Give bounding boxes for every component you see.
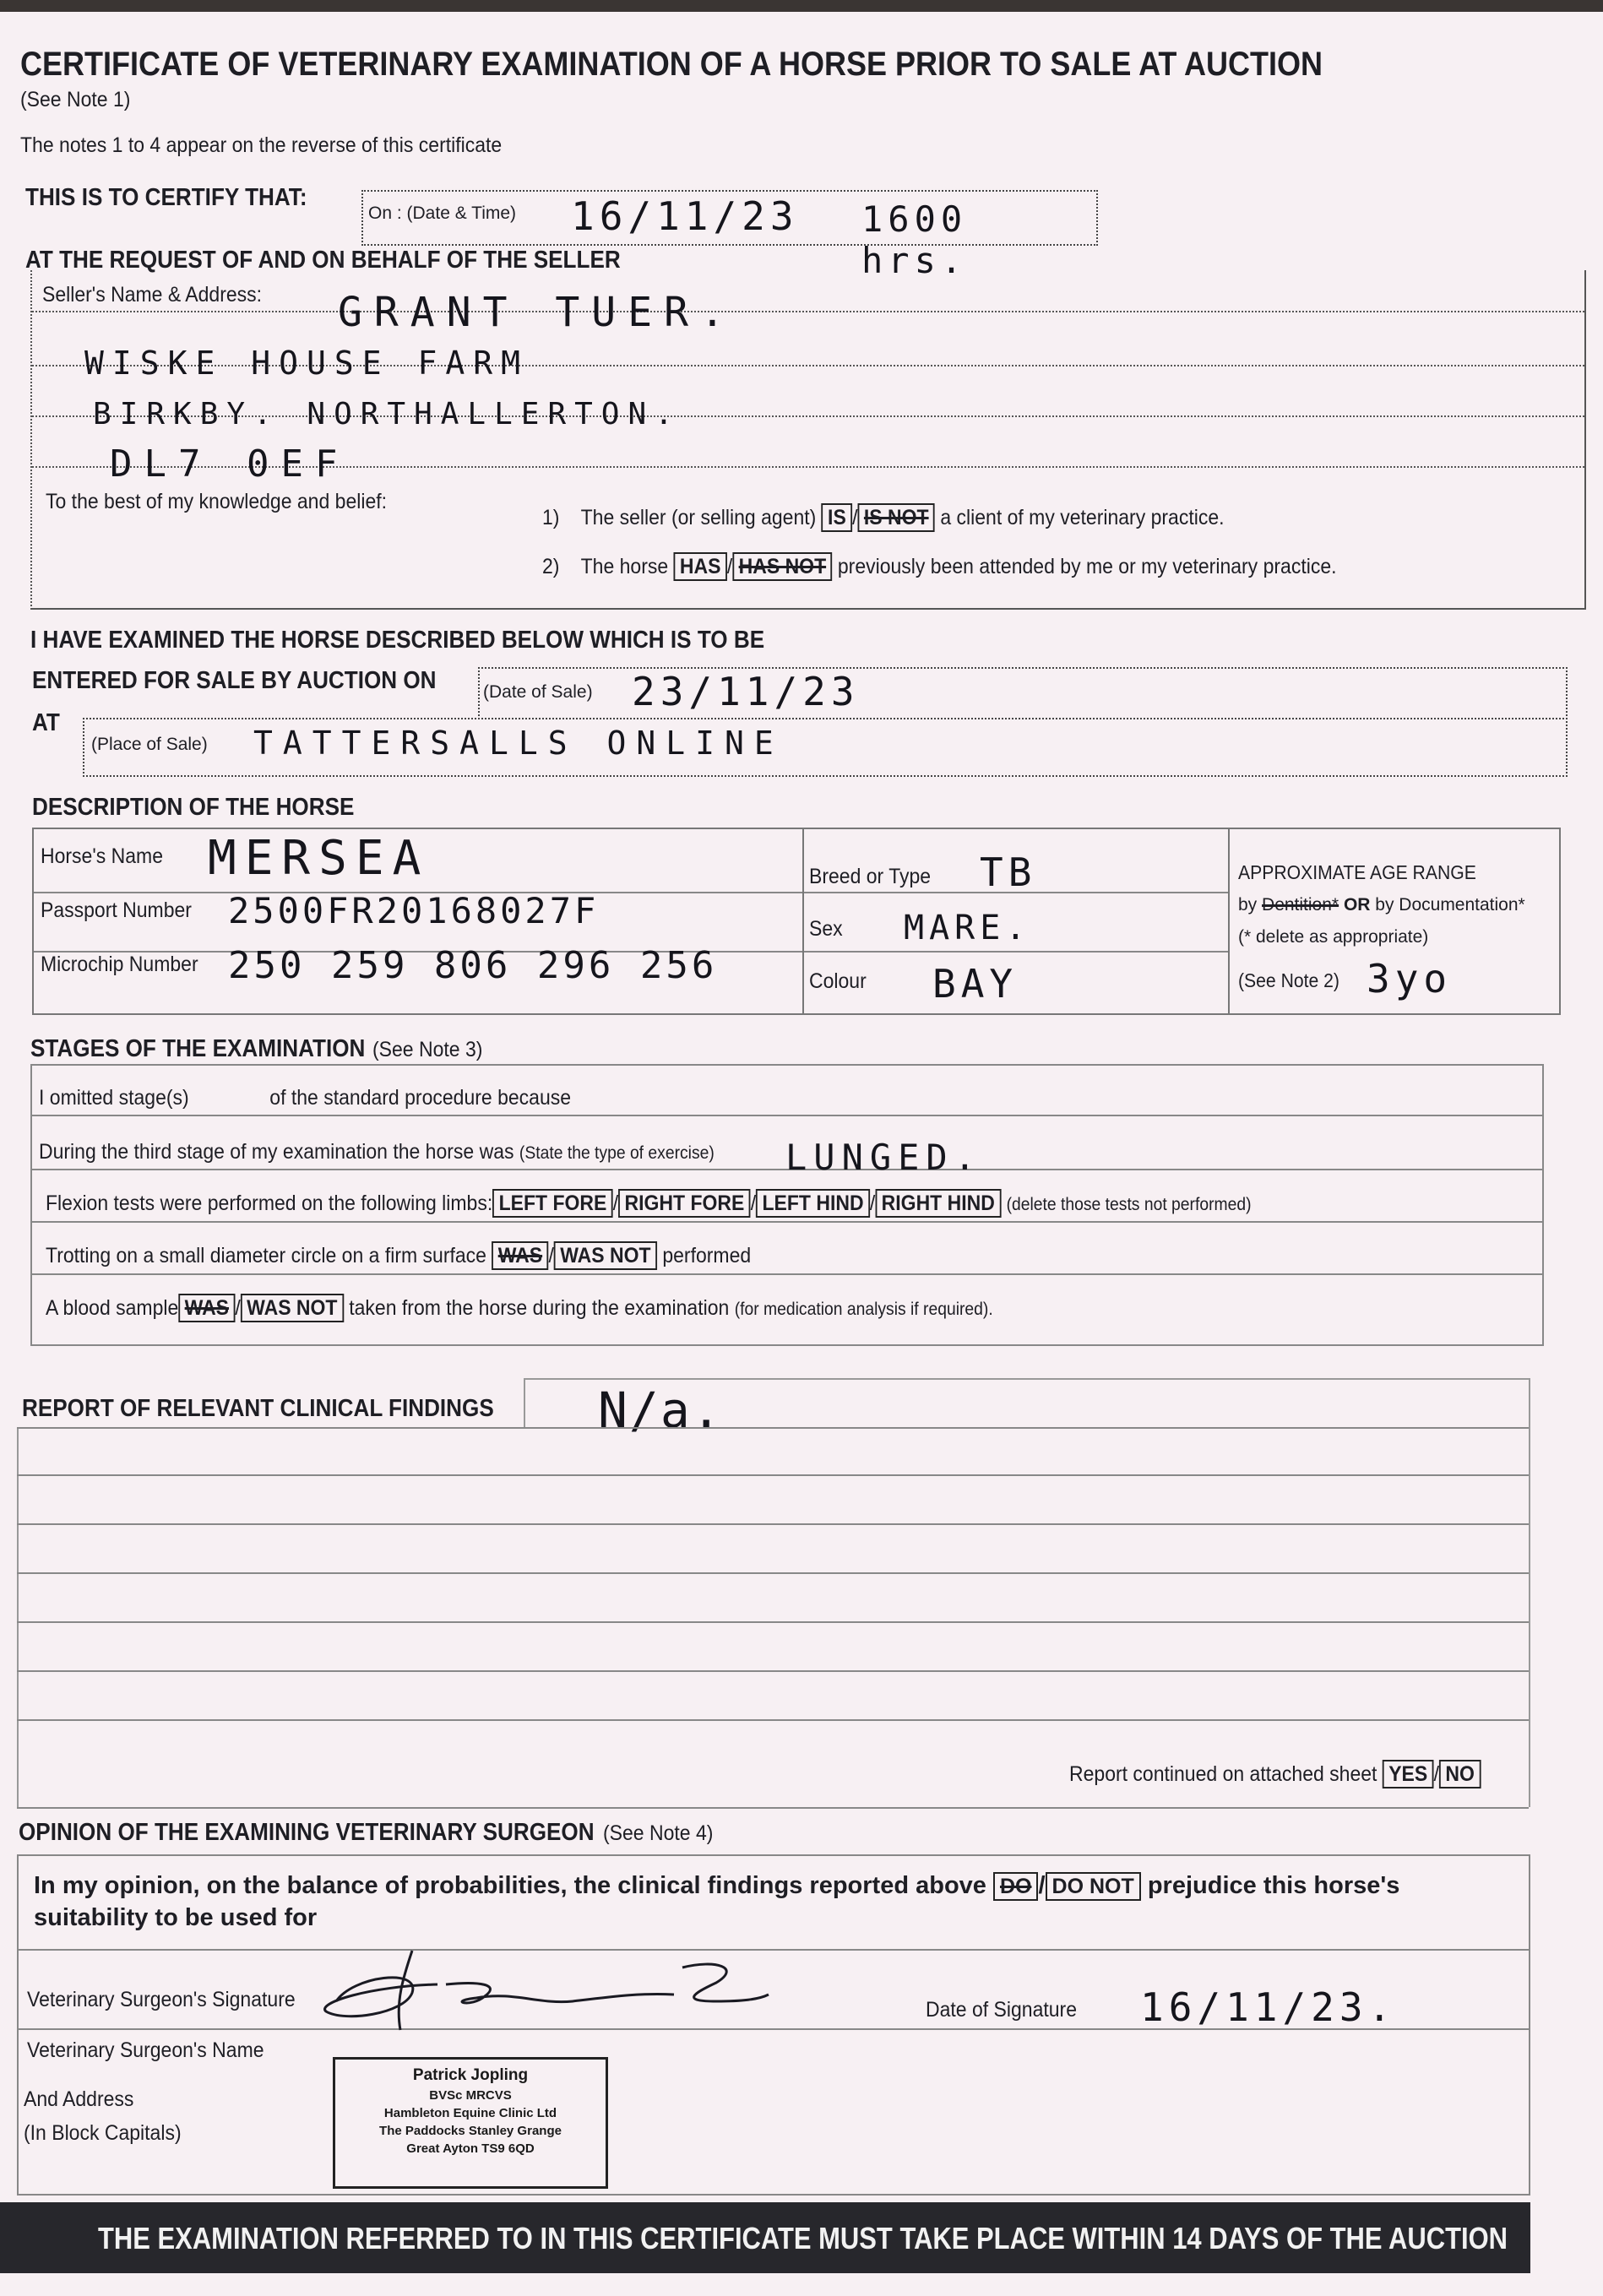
breed[interactable]: TB [980, 849, 1037, 895]
age-method [1238, 895, 1525, 915]
opinion-statement [34, 1870, 1486, 1934]
place-of-sale: TATTERSALLS ONLINE [253, 725, 784, 762]
horse-name-label: Horse's Name [41, 844, 163, 868]
blood-note: (for medication analysis if required). [734, 1300, 993, 1319]
stamp-line: Patrick Jopling [412, 2066, 529, 2084]
flexion-note: (delete those tests not performed) [1006, 1195, 1252, 1214]
blood-was-option[interactable]: WAS [178, 1294, 235, 1322]
photo-top-edge [0, 0, 1603, 12]
blood-label: A blood sample [46, 1296, 179, 1320]
exam-datetime-box[interactable] [361, 190, 1098, 281]
sex[interactable]: MARE. [904, 909, 1031, 947]
seller-name[interactable]: GRANT TUER. [338, 289, 736, 336]
attended-has-not-option[interactable]: HAS NOT [732, 552, 832, 581]
item-2-number: 2) [542, 555, 560, 578]
separator: / [750, 1191, 757, 1215]
flexion-right-hind[interactable]: RIGHT HIND [875, 1189, 1001, 1218]
vet-stamp [333, 2057, 608, 2189]
flexion-label: Flexion tests were performed on the following limbs: [46, 1191, 493, 1215]
item-1-post: a client of my veterinary practice. [940, 506, 1225, 529]
age-value[interactable]: 3yo [1367, 956, 1453, 1001]
stages-heading [30, 1035, 492, 1063]
entered-label: ENTERED FOR SALE BY AUCTION ON [32, 667, 437, 694]
seller-address-line-3[interactable]: DL7 0EF [110, 442, 350, 486]
seller-address-line-1[interactable]: WISKE HOUSE FARM [84, 345, 530, 382]
date-of-sale-box[interactable] [478, 667, 1568, 719]
notes-line: The notes 1 to 4 appear on the reverse of this certificate [20, 133, 503, 157]
vet-address-label: And Address [24, 2087, 134, 2111]
continued-label: Report continued on attached sheet [1069, 1762, 1377, 1786]
separator: / [869, 1191, 876, 1215]
third-stage-note: (State the type of exercise) [519, 1143, 715, 1163]
opinion-do-not-option[interactable]: DO NOT [1046, 1872, 1141, 1901]
footer-text: THE EXAMINATION REFERRED TO IN THIS CERTIFICATE MUST TAKE PLACE WITHIN 14 DAYS OF THE AUCTION [98, 2221, 1508, 2255]
signature-stroke [325, 1951, 769, 2030]
opinion-text-pre: In my opinion, on the balance of probabilities, the clinical findings reported above [34, 1872, 986, 1899]
client-is-not-option[interactable]: IS NOT [858, 503, 935, 532]
signature-label: Veterinary Surgeon's Signature [27, 1988, 296, 2011]
omitted-post: of the standard procedure because [269, 1086, 572, 1110]
trot-was-option[interactable]: WAS [492, 1241, 548, 1270]
horse-name[interactable]: MERSEA [208, 831, 430, 886]
age-or: OR [1343, 895, 1371, 915]
passport-number[interactable]: 2500FR20168027F [228, 890, 600, 931]
colour-label: Colour [809, 969, 867, 993]
age-title: APPROXIMATE AGE RANGE [1238, 861, 1476, 883]
item-1-number: 1) [542, 506, 560, 529]
stamp-line: Great Ayton TS9 6QD [406, 2141, 535, 2156]
at-label: AT [32, 709, 60, 736]
stamp-line: BVSc MRCVS [429, 2088, 512, 2103]
report-continued-row [1069, 1760, 1481, 1788]
omitted-stage-row [39, 1086, 571, 1110]
footer-bar [0, 2202, 1530, 2273]
blood-row [46, 1294, 993, 1322]
passport-label: Passport Number [41, 898, 192, 922]
place-of-sale-box[interactable] [83, 718, 1568, 777]
flexion-left-fore[interactable]: LEFT FORE [492, 1189, 612, 1218]
findings-box[interactable] [17, 1378, 1529, 1807]
knowledge-item-2 [542, 552, 1336, 581]
opinion-text-post: prejudice this horse's suitability to be used for [34, 1872, 1400, 1931]
continued-no-option[interactable]: NO [1439, 1760, 1481, 1788]
item-1-pre: The seller (or selling agent) [580, 506, 817, 529]
age-documentation-option[interactable]: by Documentation* [1375, 895, 1525, 915]
item-2-pre: The horse [580, 555, 669, 578]
omitted-pre: I omitted stage(s) [39, 1086, 189, 1110]
stamp-line: Hambleton Equine Clinic Ltd [383, 2106, 557, 2120]
vet-name-label: Veterinary Surgeon's Name [27, 2038, 264, 2062]
findings-heading: REPORT OF RELEVANT CLINICAL FINDINGS [22, 1395, 494, 1422]
flexion-row [46, 1189, 1252, 1218]
trotting-row [46, 1241, 751, 1270]
place-of-sale-label: (Place of Sale) [91, 735, 208, 754]
attended-has-option[interactable]: HAS [674, 552, 727, 581]
stages-heading-text: STAGES OF THE EXAMINATION [30, 1035, 366, 1062]
findings-value[interactable]: N/a. [598, 1381, 723, 1439]
opinion-heading-text: OPINION OF THE EXAMINING VETERINARY SURGEON [19, 1819, 595, 1846]
date-of-signature[interactable]: 16/11/23. [1140, 1984, 1397, 2030]
separator: / [726, 555, 733, 578]
age-by: by [1238, 895, 1258, 915]
item-2-post: previously been attended by me or my veterinary practice. [837, 555, 1337, 578]
blood-post: taken from the horse during the examination [349, 1296, 730, 1320]
microchip-number[interactable]: 250 259 806 296 256 [228, 944, 718, 987]
stages-see-note-3: (See Note 3) [372, 1038, 483, 1061]
date-of-signature-label: Date of Signature [926, 1998, 1078, 2022]
opinion-do-option[interactable]: DO [993, 1872, 1039, 1901]
trot-was-not-option[interactable]: WAS NOT [554, 1241, 657, 1270]
age-dentition-option[interactable]: Dentition* [1262, 895, 1339, 915]
trot-label: Trotting on a small diameter circle on a firm surface [46, 1244, 486, 1267]
certificate-title: CERTIFICATE OF VETERINARY EXAMINATION OF A HORSE PRIOR TO SALE AT AUCTION [20, 46, 1323, 83]
block-capitals-label: (In Block Capitals) [24, 2121, 182, 2145]
microchip-label: Microchip Number [41, 953, 198, 976]
separator: / [852, 506, 858, 529]
breed-label: Breed or Type [809, 865, 932, 888]
request-line: AT THE REQUEST OF AND ON BEHALF OF THE SELLER [25, 247, 621, 274]
third-stage-label: During the third stage of my examination the horse was [39, 1140, 514, 1164]
signature-drawing[interactable] [319, 1942, 775, 2044]
exercise-type[interactable]: LUNGED. [785, 1137, 983, 1178]
exam-date: 16/11/23 [571, 193, 799, 239]
see-note-1: (See Note 1) [20, 88, 131, 111]
separator: / [1038, 1872, 1046, 1899]
age-delete-note: (* delete as appropriate) [1238, 927, 1429, 947]
knowledge-item-1 [542, 503, 1225, 532]
separator: / [612, 1191, 619, 1215]
knowledge-label: To the best of my knowledge and belief: [46, 490, 388, 513]
continued-yes-option[interactable]: YES [1383, 1760, 1434, 1788]
seller-address-line-2[interactable]: BIRKBY. NORTHALLERTON. [93, 397, 682, 432]
date-of-sale: 23/11/23 [632, 669, 860, 714]
separator: / [1433, 1762, 1439, 1786]
exam-time: 1600 hrs. [861, 198, 968, 281]
trot-post: performed [662, 1244, 752, 1267]
client-is-option[interactable]: IS [822, 503, 852, 532]
date-of-sale-label: (Date of Sale) [483, 682, 593, 702]
on-date-time-label: On : (Date & Time) [368, 204, 517, 223]
age-see-note-2: (See Note 2) [1238, 969, 1339, 991]
opinion-heading [19, 1819, 723, 1847]
certify-label: THIS IS TO CERTIFY THAT: [25, 184, 307, 211]
flexion-left-hind[interactable]: LEFT HIND [756, 1189, 870, 1218]
description-heading: DESCRIPTION OF THE HORSE [32, 794, 355, 821]
stamp-line: The Paddocks Stanley Grange [379, 2124, 562, 2138]
blood-was-not-option[interactable]: WAS NOT [241, 1294, 344, 1322]
separator: / [235, 1296, 241, 1320]
seller-name-label: Seller's Name & Address: [42, 283, 263, 307]
flexion-right-fore[interactable]: RIGHT FORE [618, 1189, 751, 1218]
opinion-see-note-4: (See Note 4) [602, 1821, 714, 1845]
separator: / [548, 1244, 554, 1267]
third-stage-row [39, 1140, 715, 1164]
colour[interactable]: BAY [932, 961, 1019, 1007]
sex-label: Sex [809, 917, 843, 941]
examined-line: I HAVE EXAMINED THE HORSE DESCRIBED BELOW WHICH IS TO BE [30, 627, 765, 654]
